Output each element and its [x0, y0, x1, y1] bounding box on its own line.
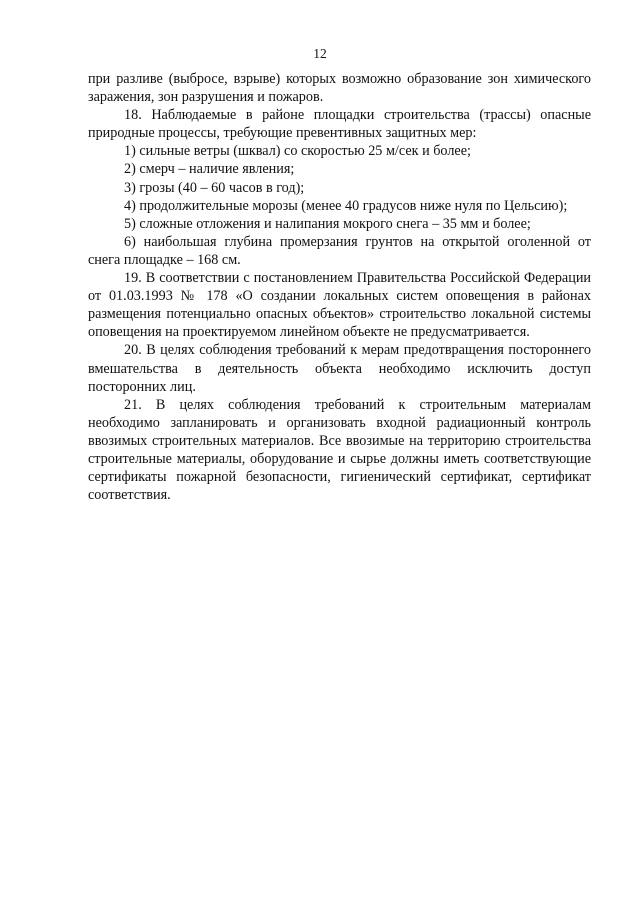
paragraph-item-20: 20. В целях соблюдения требований к мерам предотвращения постороннего вмешательства в деятельность объекта необходимо исключить доступ посторонних лиц.	[88, 342, 591, 395]
list-item: 1) сильные ветры (шквал) со скоростью 25 м/сек и более;	[124, 143, 471, 160]
list-item: 2) смерч – наличие явления;	[124, 161, 295, 178]
list-item: 5) сложные отложения и налипания мокрого снега – 35 мм и более;	[124, 215, 531, 232]
document-body	[88, 70, 591, 504]
list-item: 6) наибольшая глубина промерзания грунтов на открытой оголенной от снега площадке – 168 см.	[88, 233, 591, 268]
paragraph: при разливе (выбросе, взрыве) которых возможно образование зон химического заражения, зон разрушения и пожаров.	[88, 71, 591, 106]
list-item: 3) грозы (40 – 60 часов в год);	[124, 179, 305, 196]
paragraph-item-18: 18. Наблюдаемые в районе площадки строительства (трассы) опасные природные процессы, требующие превентивных защитных мер:	[88, 107, 591, 142]
paragraph-item-19: 19. В соответствии с постановлением Правительства Российской Федерации от 01.03.1993 № 178 «О создании локальных систем оповещения в районах размещения потенциально опасных объектов» строительство локальной системы оповещения на проектируемом линейном объекте не предусматривается.	[88, 270, 591, 341]
paragraph-item-21: 21. В целях соблюдения требований к строительным материалам необходимо запланировать и организовать входной радиационный контроль ввозимых строительных материалов. Все ввозимые на территорию строительства строительные материалы, оборудование и сырье должны иметь соответствующие сертификаты пожарной безопасности, гигиенический сертификат, сертификат соответствия.	[88, 396, 591, 504]
page-number: 12	[313, 46, 327, 61]
list-item: 4) продолжительные морозы (менее 40 градусов ниже нуля по Цельсию);	[124, 197, 568, 214]
